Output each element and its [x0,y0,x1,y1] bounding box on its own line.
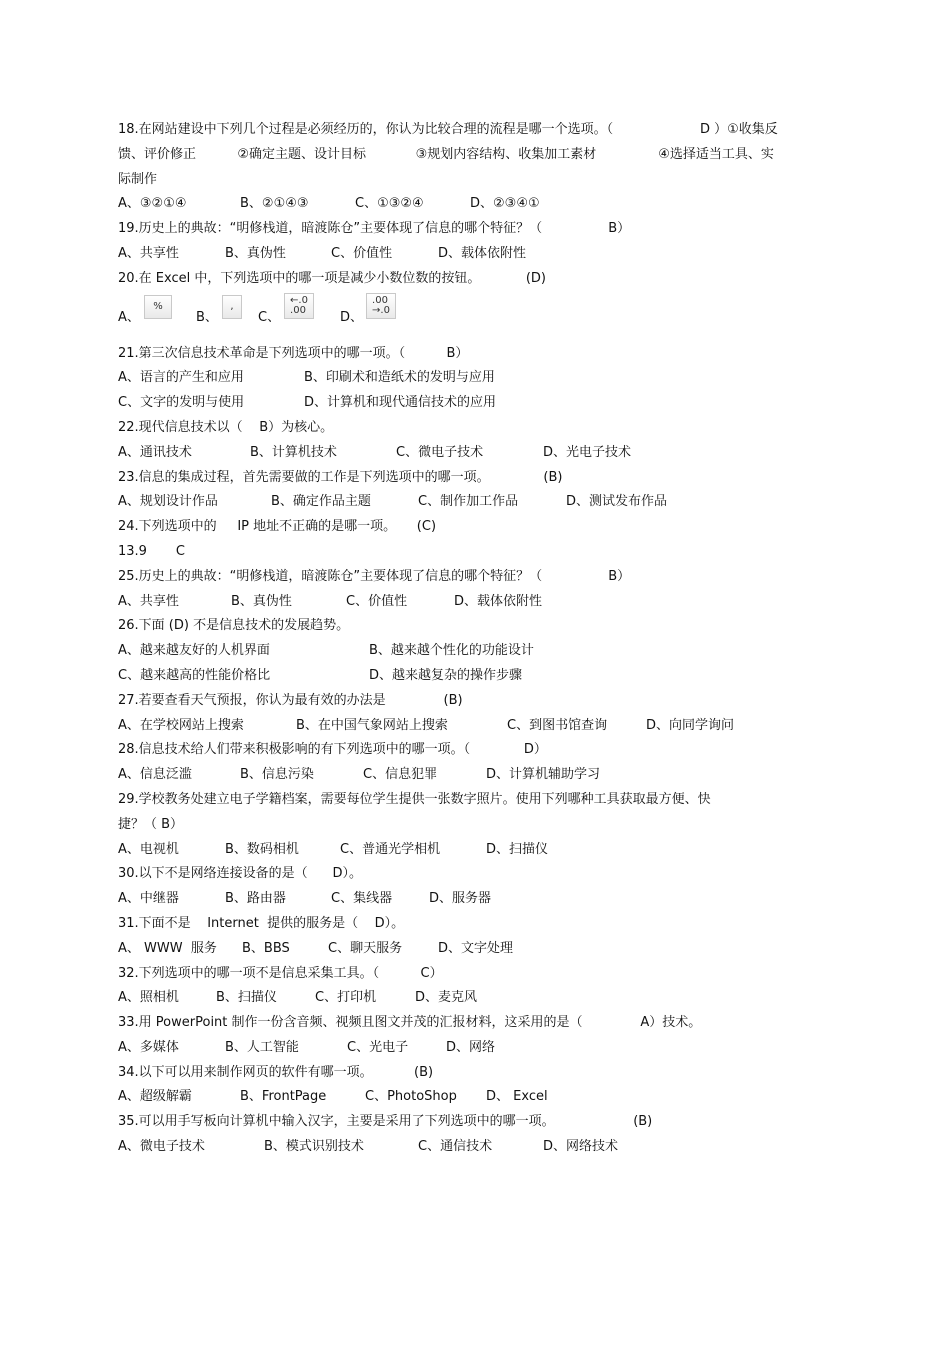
option-b: B、扫描仪 [216,990,277,1006]
question-list [118,118,838,1160]
option-d: D、光电子技术 [543,444,632,460]
option-c: C、聊天服务 [328,940,403,956]
option-b: B、BBS [242,940,290,956]
option-a: A、电视机 [118,841,179,857]
increase-decimal-icon: ←.0 .00 [284,293,314,319]
question-20: 20.在 Excel 中，下列选项中的哪一项是减少小数位数的按钮。 (D) [118,270,546,286]
option-c: C、价值性 [331,245,393,261]
question-22: 22.现代信息技术以（ B）为核心。 [118,419,334,435]
option-c: C、普通光学相机 [340,841,441,857]
decrease-decimal-icon: .00 →.0 [366,293,396,319]
option-a-label: A、 [118,309,140,325]
option-d: D、越来越复杂的操作步骤 [369,667,523,683]
option-c: C、制作加工作品 [418,494,519,510]
question-32-options [118,986,838,1011]
option-c: C、越来越高的性能价格比 [118,667,271,683]
option-c: C、集线器 [331,891,393,907]
question-25: 25.历史上的典故：“明修栈道，暗渡陈仓”主要体现了信息的哪个特征？（ B） [118,568,631,584]
option-a: A、照相机 [118,990,179,1006]
question-20-icon-options [118,292,838,342]
option-a: A、通讯技术 [118,444,192,460]
percent-style-icon: % [144,295,172,319]
question-23: 23.信息的集成过程，首先需要做的工作是下列选项中的哪一项。 (B) [118,469,563,485]
option-d: D、网络技术 [543,1139,619,1155]
question-31: 31.下面不是 Internet 提供的服务是（ D）。 [118,915,405,931]
question-27: 27.若要查看天气预报，你认为最有效的办法是 (B) [118,692,463,708]
option-c: C、通信技术 [418,1139,493,1155]
option-a: A、在学校网站上搜索 [118,717,244,733]
option-d: D、服务器 [429,891,492,907]
option-b: B、FrontPage [240,1089,327,1105]
option-b: B、计算机技术 [250,444,337,460]
option-a: A、 WWW 服务 [118,940,217,956]
question-18-options [118,192,838,217]
question-25-options [118,590,838,615]
question-33-options [118,1036,838,1061]
option-d: D、计算机和现代通信技术的应用 [304,395,497,411]
option-c: C、信息犯罪 [363,767,438,783]
option-a: A、③②①④ [118,196,187,212]
option-c-label: C、 [258,309,281,325]
option-b: B、真伪性 [231,593,292,609]
option-a: A、共享性 [118,593,179,609]
question-19: 19.历史上的典故：“明修栈道，暗渡陈仓”主要体现了信息的哪个特征？（ B） [118,221,631,237]
option-b: B、人工智能 [225,1039,299,1055]
option-d: D、载体依附性 [454,593,543,609]
question-26-options-row-1 [118,639,838,664]
option-b: B、模式识别技术 [264,1139,364,1155]
option-b-label: B、 [196,309,218,325]
option-d: D、文字处理 [438,940,514,956]
option-c: C、文字的发明与使用 [118,395,245,411]
question-26: 26.下面 (D) 不是信息技术的发展趋势。 [118,618,350,634]
option-b: B、印刷术和造纸术的发明与应用 [304,370,495,386]
question-28: 28.信息技术给人们带来积极影响的有下列选项中的哪一项。（ D） [118,742,547,758]
option-a: A、中继器 [118,891,179,907]
question-26-options-row-2 [118,664,838,689]
option-c: C、光电子 [347,1039,409,1055]
option-b: B、数码相机 [225,841,299,857]
question-35: 35.可以用手写板向计算机中输入汉字，主要是采用了下列选项中的哪一项。 (B) [118,1114,653,1130]
question-28-options [118,763,838,788]
option-a: A、超级解霸 [118,1089,192,1105]
question-31-options [118,937,838,962]
option-d: D、扫描仪 [486,841,549,857]
option-a: A、信息泛滥 [118,767,192,783]
option-d: D、 Excel [486,1089,548,1105]
question-35-options [118,1135,838,1160]
question-22-options [118,441,838,466]
option-b: B、②①④③ [240,196,309,212]
option-c: C、到图书馆查询 [507,717,608,733]
question-18-line-1: 18.在网站建设中下列几个过程是必须经历的，你认为比较合理的流程是哪一个选项。（ D ）①收集反 [118,122,778,137]
option-c: C、打印机 [315,990,377,1006]
question-24-answer: 13.9 C [118,543,185,559]
question-24: 24.下列选项中的 IP 地址不正确的是哪一项。 (C) [118,519,437,535]
option-d: D、载体依附性 [438,245,527,261]
question-18-line-3: 际制作 [118,171,158,187]
question-29-options [118,838,838,863]
question-29-line-2: 捷？（ B） [118,816,184,832]
option-a: A、共享性 [118,245,179,261]
question-27-options [118,714,838,739]
question-18-line-2: 馈、评价修正 ②确定主题、设计目标 ③规划内容结构、收集加工素材 ④选择适当工具、实 [118,146,774,162]
question-21: 21.第三次信息技术革命是下列选项中的哪一项。（ B） [118,345,469,361]
option-a: A、越来越友好的人机界面 [118,643,270,659]
question-30: 30.以下不是网络连接设备的是（ D）。 [118,866,362,882]
option-d-label: D、 [340,309,364,325]
option-b: B、越来越个性化的功能设计 [369,643,534,659]
option-c: C、微电子技术 [396,444,484,460]
comma-style-icon: , [222,295,242,319]
option-b: B、信息污染 [240,767,314,783]
question-34: 34.以下可以用来制作网页的软件有哪一项。 (B) [118,1064,434,1080]
option-b: B、真伪性 [225,245,286,261]
option-d: D、麦克风 [415,990,478,1006]
question-33: 33.用 PowerPoint 制作一份含音频、视频且图文并茂的汇报材料，这采用的是（ A）技术。 [118,1015,702,1031]
option-c: C、价值性 [346,593,408,609]
question-32: 32.下列选项中的哪一项不是信息采集工具。（ C） [118,965,443,981]
option-c: C、①③②④ [355,196,424,212]
option-b: B、路由器 [225,891,286,907]
question-29-line-1: 29.学校教务处建立电子学籍档案，需要每位学生提供一张数字照片。使用下列哪种工具获取最方便、快 [118,791,711,807]
option-a: A、语言的产生和应用 [118,370,244,386]
option-b: B、确定作品主题 [271,494,371,510]
question-23-options [118,490,838,515]
option-d: D、测试发布作品 [566,494,668,510]
question-21-options-row-2 [118,391,838,416]
option-a: A、多媒体 [118,1039,179,1055]
option-d: D、计算机辅助学习 [486,767,601,783]
option-d: D、②③④① [470,196,540,212]
option-c: C、PhotoShop [365,1089,457,1105]
option-d: D、向同学询问 [646,717,735,733]
option-a: A、规划设计作品 [118,494,218,510]
question-21-options-row-1 [118,366,838,391]
question-30-options [118,887,838,912]
question-34-options [118,1085,838,1110]
option-b: B、在中国气象网站上搜索 [296,717,448,733]
question-19-options [118,242,838,267]
option-a: A、微电子技术 [118,1139,205,1155]
option-d: D、网络 [446,1039,496,1055]
